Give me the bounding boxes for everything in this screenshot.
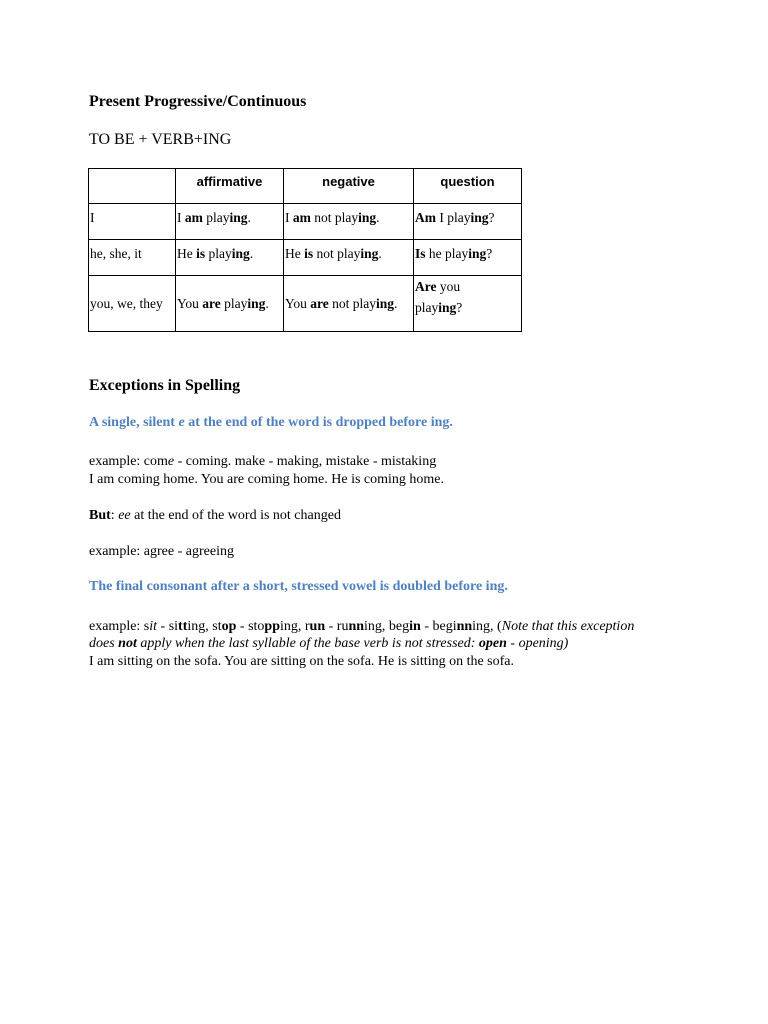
- exception-note: does not apply when the last syllable of the base verb is not stressed: open - opening): [89, 636, 569, 651]
- spelling-rule-1: A single, silent e at the end of the word is dropped before ing.: [89, 415, 453, 430]
- header-negative: negative: [284, 169, 414, 204]
- affirmative-cell: You are playing.: [176, 276, 284, 332]
- header-empty: [89, 169, 176, 204]
- spelling-rule-2: The final consonant after a short, stressed vowel is doubled before ing.: [89, 579, 508, 594]
- affirmative-cell: He is playing.: [176, 240, 284, 276]
- negative-cell: I am not playing.: [284, 204, 414, 240]
- conjugation-table: [88, 168, 522, 332]
- subject-cell: he, she, it: [89, 240, 176, 276]
- example-sentence: I am coming home. You are coming home. He is coming home.: [89, 472, 444, 487]
- table-row: [89, 240, 522, 276]
- table-row: [89, 276, 522, 332]
- header-affirmative: affirmative: [176, 169, 284, 204]
- subject-cell: I: [89, 204, 176, 240]
- negative-cell: You are not playing.: [284, 276, 414, 332]
- header-question: question: [414, 169, 522, 204]
- question-cell: Am I playing?: [414, 204, 522, 240]
- example-line: example: come - coming. make - making, mistake - mistaking: [89, 454, 437, 469]
- negative-cell: He is not playing.: [284, 240, 414, 276]
- affirmative-cell: I am playing.: [176, 204, 284, 240]
- subject-cell: you, we, they: [89, 276, 176, 332]
- question-cell: Are you playing?: [414, 276, 522, 332]
- table-row: [89, 204, 522, 240]
- table-header-row: [89, 169, 522, 204]
- document-title: Present Progressive/Continuous: [89, 93, 307, 110]
- example-sentence: I am sitting on the sofa. You are sitting on the sofa. He is sitting on the sofa.: [89, 654, 515, 669]
- example-line: example: agree - agreeing: [89, 544, 234, 559]
- example-line: example: sit - sitting, stop - stopping, run - running, begin - beginning, (Note that this exception: [89, 619, 635, 634]
- question-cell: Is he playing?: [414, 240, 522, 276]
- but-note: But: ee at the end of the word is not changed: [89, 508, 341, 523]
- section-title: Exceptions in Spelling: [89, 377, 241, 394]
- formula: TO BE + VERB+ING: [89, 131, 232, 148]
